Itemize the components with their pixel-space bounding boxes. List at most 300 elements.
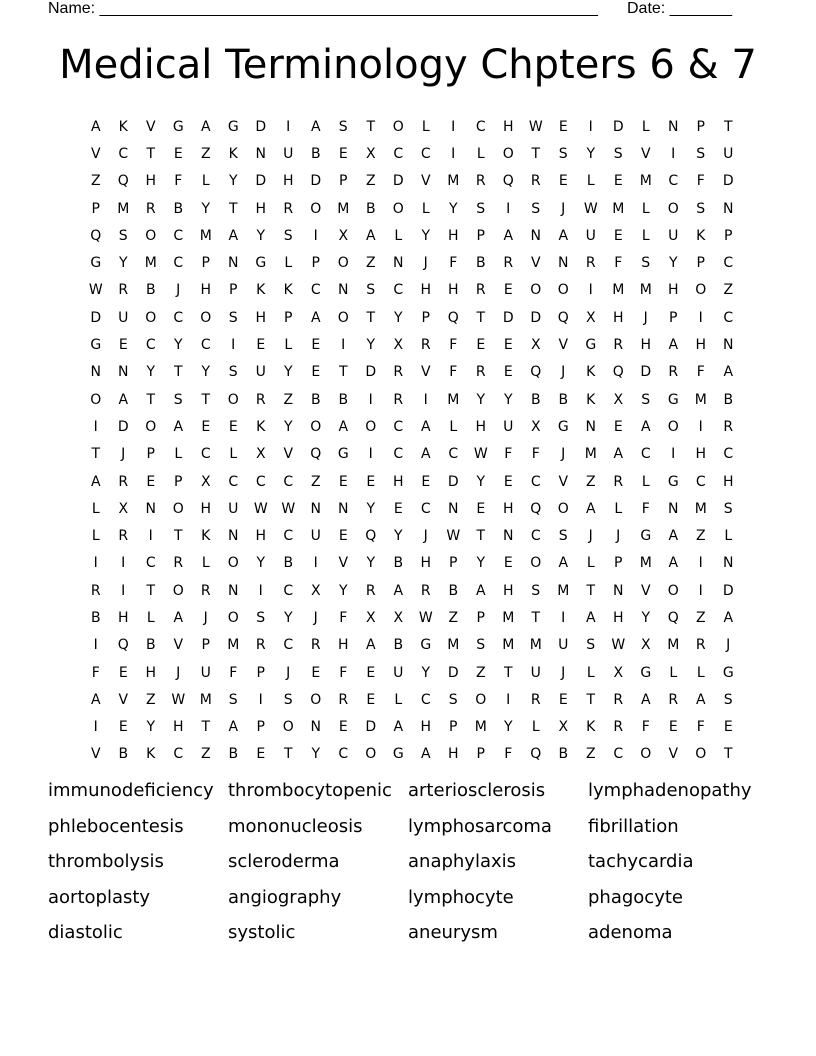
grid-letter: Y [476, 473, 486, 490]
grid-letter: O [695, 282, 707, 299]
grid-letter: C [723, 309, 734, 326]
grid-letter: U [255, 364, 266, 381]
grid-letter: C [723, 446, 734, 463]
grid-letter: A [723, 364, 734, 381]
grid-letter: T [201, 391, 211, 408]
grid-letter: O [227, 609, 239, 626]
grid-letter: V [173, 637, 184, 654]
grid-letter: B [173, 200, 184, 217]
grid-letter: P [256, 664, 265, 681]
grid-letter: N [723, 337, 734, 354]
grid-letter: Q [117, 637, 129, 654]
grid-letter: G [667, 391, 679, 408]
grid-letter: M [612, 200, 625, 217]
grid-letter: A [695, 691, 706, 708]
grid-letter: I [423, 391, 428, 408]
grid-letter: K [586, 391, 596, 408]
grid-letter: R [475, 364, 486, 381]
grid-letter: V [558, 337, 569, 354]
grid-letter: R [475, 173, 486, 190]
word-bank-item: scleroderma [228, 851, 340, 872]
grid-letter: A [585, 500, 596, 517]
grid-letter: L [586, 173, 595, 190]
grid-letter: J [561, 200, 566, 217]
grid-letter: I [313, 227, 318, 244]
grid-letter: U [283, 145, 294, 162]
grid-letter: A [200, 118, 211, 135]
grid-letter: A [558, 227, 569, 244]
word-bank-item: thrombocytopenic [228, 780, 392, 801]
grid-letter: E [723, 719, 733, 736]
grid-letter: C [173, 255, 184, 272]
grid-letter: C [640, 446, 651, 463]
grid-letter: R [585, 255, 596, 272]
grid-letter: I [148, 528, 153, 545]
grid-row [82, 550, 742, 577]
grid-letter: L [394, 691, 403, 708]
grid-letter: F [531, 446, 540, 463]
grid-letter: Y [118, 255, 128, 272]
grid-letter: R [530, 173, 541, 190]
grid-letter: N [338, 282, 349, 299]
grid-letter: I [506, 200, 511, 217]
grid-letter: R [283, 200, 294, 217]
grid-letter: W [171, 691, 186, 708]
grid-letter: H [255, 200, 267, 217]
grid-letter: L [641, 118, 650, 135]
grid-row [82, 222, 742, 249]
grid-letter: I [698, 582, 703, 599]
grid-letter: B [145, 282, 156, 299]
name-field-label: Name: ________________________________________________________ [48, 0, 598, 17]
grid-letter: B [90, 609, 101, 626]
grid-letter: E [503, 473, 513, 490]
grid-letter: M [474, 719, 487, 736]
grid-letter: L [614, 500, 623, 517]
grid-letter: V [145, 118, 156, 135]
grid-letter: T [173, 528, 183, 545]
grid-letter: C [145, 337, 156, 354]
grid-letter: U [393, 664, 404, 681]
grid-letter: Z [310, 473, 321, 490]
grid-letter: A [393, 719, 404, 736]
grid-letter: Z [448, 609, 459, 626]
grid-letter: F [174, 173, 183, 190]
grid-letter: V [283, 446, 294, 463]
grid-letter: Y [283, 364, 293, 381]
grid-letter: L [476, 145, 485, 162]
grid-letter: C [255, 473, 266, 490]
grid-letter: N [530, 227, 541, 244]
grid-letter: P [201, 637, 210, 654]
grid-letter: H [337, 637, 349, 654]
grid-letter: O [310, 418, 322, 435]
grid-row [82, 168, 742, 195]
grid-letter: I [561, 609, 566, 626]
grid-letter: L [641, 227, 650, 244]
grid-letter: H [722, 473, 734, 490]
grid-letter: C [613, 746, 624, 763]
grid-letter: E [503, 364, 513, 381]
grid-letter: Z [365, 173, 376, 190]
grid-letter: L [669, 664, 678, 681]
grid-letter: J [423, 255, 428, 272]
grid-letter: O [365, 418, 377, 435]
grid-letter: B [118, 746, 129, 763]
grid-letter: L [284, 337, 293, 354]
grid-letter: L [201, 173, 210, 190]
grid-letter: R [173, 555, 184, 572]
grid-letter: E [311, 364, 321, 381]
grid-letter: M [694, 500, 707, 517]
grid-letter: T [173, 364, 183, 381]
date-field-label: Date: _______ [627, 0, 732, 17]
grid-letter: I [698, 309, 703, 326]
grid-letter: A [585, 609, 596, 626]
grid-letter: G [667, 473, 679, 490]
grid-letter: L [174, 446, 183, 463]
grid-letter: S [366, 282, 376, 299]
grid-letter: A [613, 446, 624, 463]
grid-letter: F [449, 337, 458, 354]
grid-letter: P [174, 473, 183, 490]
grid-letter: S [723, 691, 733, 708]
grid-letter: Z [475, 664, 486, 681]
grid-letter: F [696, 719, 705, 736]
grid-letter: H [447, 227, 459, 244]
grid-letter: Y [503, 391, 513, 408]
grid-letter: X [393, 337, 404, 354]
grid-letter: Z [145, 691, 156, 708]
grid-letter: Z [283, 391, 294, 408]
grid-letter: B [310, 391, 321, 408]
grid-letter: X [530, 337, 541, 354]
grid-letter: C [393, 418, 404, 435]
grid-letter: I [451, 145, 456, 162]
grid-letter: G [420, 637, 432, 654]
grid-letter: U [668, 227, 679, 244]
grid-letter: C [173, 227, 184, 244]
grid-letter: N [118, 364, 129, 381]
grid-letter: L [586, 664, 595, 681]
grid-letter: Y [146, 719, 156, 736]
grid-letter: V [640, 582, 651, 599]
grid-letter: C [448, 446, 459, 463]
grid-letter: K [256, 282, 266, 299]
grid-letter: Y [366, 555, 376, 572]
grid-letter: R [145, 200, 156, 217]
grid-letter: P [311, 255, 320, 272]
grid-letter: A [668, 528, 679, 545]
grid-letter: X [585, 309, 596, 326]
grid-letter: D [90, 309, 102, 326]
word-bank-item: fibrillation [588, 815, 679, 837]
grid-letter: K [696, 227, 706, 244]
grid-letter: X [200, 473, 211, 490]
grid-letter: M [144, 255, 157, 272]
grid-letter: U [558, 637, 569, 654]
grid-letter: S [118, 227, 128, 244]
grid-letter: Y [338, 582, 348, 599]
grid-letter: T [476, 309, 486, 326]
grid-letter: T [503, 664, 513, 681]
grid-letter: T [146, 582, 156, 599]
grid-row [82, 741, 742, 768]
grid-letter: A [640, 691, 651, 708]
grid-letter: N [228, 528, 239, 545]
grid-letter: S [256, 609, 266, 626]
grid-letter: C [283, 473, 294, 490]
grid-letter: Q [365, 528, 377, 545]
grid-letter: Y [503, 719, 513, 736]
grid-letter: W [528, 118, 543, 135]
grid-letter: Y [173, 337, 183, 354]
grid-letter: N [310, 500, 321, 517]
grid-letter: R [255, 637, 266, 654]
grid-letter: A [365, 227, 376, 244]
grid-letter: Z [585, 473, 596, 490]
word-bank-item: adenoma [588, 922, 673, 943]
grid-letter: R [613, 473, 624, 490]
grid-letter: L [421, 200, 430, 217]
grid-letter: R [613, 719, 624, 736]
grid-letter: V [90, 145, 101, 162]
grid-letter: X [640, 637, 651, 654]
grid-letter: N [558, 255, 569, 272]
grid-letter: E [118, 719, 128, 736]
grid-letter: B [283, 555, 294, 572]
grid-letter: Y [641, 609, 651, 626]
grid-letter: C [173, 309, 184, 326]
grid-letter: C [393, 282, 404, 299]
grid-letter: I [341, 337, 346, 354]
grid-letter: U [723, 145, 734, 162]
grid-letter: Y [476, 391, 486, 408]
grid-letter: J [176, 664, 181, 681]
grid-letter: H [640, 337, 652, 354]
grid-letter: F [504, 446, 513, 463]
grid-letter: B [310, 145, 321, 162]
grid-letter: O [310, 200, 322, 217]
word-bank-item: lymphadenopathy [588, 780, 752, 801]
grid-letter: S [338, 118, 348, 135]
grid-letter: J [561, 446, 566, 463]
grid-letter: U [585, 227, 596, 244]
grid-letter: U [228, 500, 239, 517]
grid-letter: G [585, 337, 597, 354]
grid-letter: F [696, 173, 705, 190]
grid-letter: B [228, 746, 239, 763]
grid-row [82, 604, 742, 631]
grid-letter: I [258, 691, 263, 708]
grid-letter: A [420, 418, 431, 435]
grid-letter: J [588, 528, 593, 545]
grid-letter: B [475, 255, 486, 272]
grid-letter: E [228, 418, 238, 435]
grid-letter: C [475, 118, 486, 135]
grid-row [82, 495, 742, 522]
grid-letter: R [723, 418, 734, 435]
grid-letter: Q [530, 746, 542, 763]
grid-letter: P [146, 446, 155, 463]
grid-letter: H [447, 746, 459, 763]
grid-letter: G [557, 418, 569, 435]
grid-letter: E [366, 473, 376, 490]
grid-letter: T [476, 528, 486, 545]
grid-letter: Y [283, 418, 293, 435]
grid-letter: N [585, 418, 596, 435]
grid-letter: G [337, 446, 349, 463]
grid-letter: H [117, 609, 129, 626]
grid-letter: U [530, 664, 541, 681]
grid-letter: V [118, 691, 129, 708]
grid-letter: D [392, 173, 404, 190]
grid-letter: Q [612, 364, 624, 381]
grid-letter: R [613, 337, 624, 354]
grid-letter: N [503, 528, 514, 545]
grid-letter: H [475, 418, 487, 435]
grid-letter: P [669, 309, 678, 326]
grid-letter: L [394, 227, 403, 244]
grid-letter: F [449, 255, 458, 272]
grid-letter: Z [200, 145, 211, 162]
grid-letter: Q [667, 609, 679, 626]
grid-letter: H [145, 664, 157, 681]
grid-letter: X [393, 609, 404, 626]
grid-letter: S [696, 145, 706, 162]
grid-letter: E [338, 528, 348, 545]
grid-letter: S [613, 145, 623, 162]
grid-letter: N [255, 145, 266, 162]
grid-letter: Y [146, 364, 156, 381]
grid-letter: V [558, 473, 569, 490]
grid-letter: R [668, 691, 679, 708]
grid-letter: O [337, 255, 349, 272]
grid-letter: I [286, 118, 291, 135]
grid-letter: E [558, 173, 568, 190]
grid-letter: O [392, 200, 404, 217]
grid-letter: D [530, 309, 542, 326]
grid-letter: Y [283, 609, 293, 626]
grid-letter: B [393, 555, 404, 572]
grid-letter: P [696, 255, 705, 272]
grid-letter: E [173, 145, 183, 162]
grid-letter: E [503, 337, 513, 354]
grid-letter: B [145, 637, 156, 654]
grid-letter: C [283, 528, 294, 545]
grid-letter: Y [256, 227, 266, 244]
grid-letter: C [283, 637, 294, 654]
grid-letter: C [420, 691, 431, 708]
grid-letter: C [145, 555, 156, 572]
grid-letter: T [146, 391, 156, 408]
word-bank-item: aortoplasty [48, 886, 151, 908]
grid-letter: W [88, 282, 103, 299]
grid-letter: X [530, 418, 541, 435]
grid-letter: O [200, 309, 212, 326]
grid-letter: P [229, 282, 238, 299]
grid-letter: H [667, 282, 679, 299]
grid-letter: I [698, 418, 703, 435]
grid-letter: F [91, 664, 100, 681]
grid-letter: C [420, 145, 431, 162]
word-bank-item: phlebocentesis [48, 815, 184, 837]
grid-letter: W [253, 500, 268, 517]
page-title: Medical Terminology Chpters 6 & 7 [59, 42, 757, 88]
grid-letter: N [668, 500, 679, 517]
grid-letter: P [339, 173, 348, 190]
grid-letter: D [640, 364, 652, 381]
grid-letter: N [145, 500, 156, 517]
grid-letter: F [339, 664, 348, 681]
grid-letter: P [696, 118, 705, 135]
grid-letter: C [393, 446, 404, 463]
grid-letter: M [639, 555, 652, 572]
grid-letter: K [586, 719, 596, 736]
grid-letter: E [311, 337, 321, 354]
grid-letter: A [90, 118, 101, 135]
grid-row [82, 304, 742, 331]
grid-letter: B [448, 582, 459, 599]
grid-letter: P [614, 555, 623, 572]
grid-letter: T [586, 582, 596, 599]
grid-letter: D [612, 118, 624, 135]
grid-letter: X [558, 719, 569, 736]
grid-letter: H [447, 282, 459, 299]
grid-letter: E [311, 664, 321, 681]
grid-letter: A [118, 391, 129, 408]
grid-letter: X [365, 145, 376, 162]
grid-letter: R [613, 691, 624, 708]
grid-letter: I [93, 719, 98, 736]
grid-row [82, 331, 742, 358]
grid-letter: C [393, 145, 404, 162]
grid-letter: R [200, 582, 211, 599]
grid-letter: U [503, 418, 514, 435]
grid-letter: R [118, 473, 129, 490]
grid-letter: Y [228, 173, 238, 190]
grid-letter: H [502, 118, 514, 135]
grid-letter: I [121, 555, 126, 572]
grid-letter: Y [586, 145, 596, 162]
grid-letter: P [201, 255, 210, 272]
grid-letter: Z [365, 255, 376, 272]
grid-letter: V [640, 145, 651, 162]
grid-letter: N [90, 364, 101, 381]
grid-letter: Q [530, 500, 542, 517]
grid-letter: X [613, 391, 624, 408]
grid-letter: A [173, 609, 184, 626]
grid-letter: K [283, 282, 293, 299]
grid-letter: C [200, 337, 211, 354]
grid-letter: R [475, 282, 486, 299]
grid-letter: Y [366, 337, 376, 354]
grid-letter: W [418, 609, 433, 626]
grid-letter: B [393, 637, 404, 654]
grid-letter: O [172, 582, 184, 599]
grid-letter: M [639, 173, 652, 190]
word-bank-item: anaphylaxis [408, 851, 517, 872]
grid-letter: G [640, 664, 652, 681]
grid-letter: S [283, 227, 293, 244]
grid-letter: X [310, 582, 321, 599]
grid-letter: T [586, 691, 596, 708]
grid-letter: L [91, 500, 100, 517]
grid-letter: R [420, 582, 431, 599]
grid-letter: E [118, 337, 128, 354]
grid-letter: S [558, 528, 568, 545]
grid-letter: A [310, 309, 321, 326]
